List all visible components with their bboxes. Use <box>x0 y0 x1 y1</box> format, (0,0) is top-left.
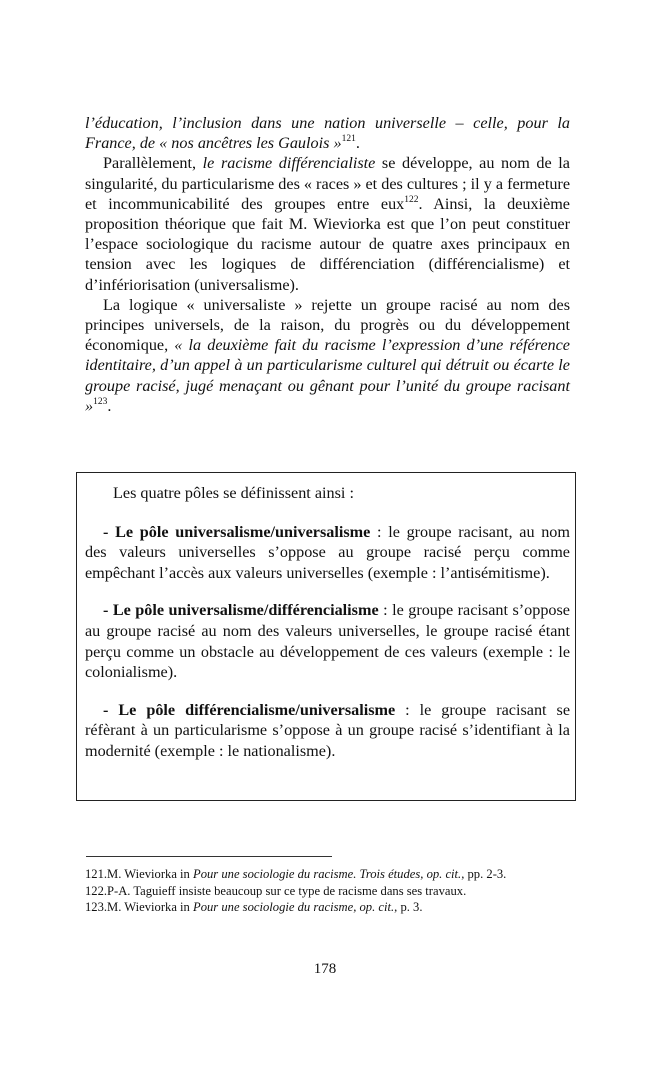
footnote-reference: 122 <box>404 194 419 205</box>
pole-heading: - Le pôle universalisme/universalisme <box>103 522 371 541</box>
footnote-text <box>107 884 466 898</box>
text-run: M. Wieviorka in <box>107 867 194 881</box>
poles-intro: Les quatre pôles se définissent ainsi : <box>113 484 354 502</box>
footnotes <box>85 866 570 916</box>
poles-box-content <box>85 483 570 779</box>
text-run: . <box>355 134 360 153</box>
footnote-reference: 123 <box>93 396 108 407</box>
pole-description: : le groupe racisant, au nom des valeurs universelles s’oppose au groupe racisé perçu comme empêchant l’accès aux valeurs universelles (exemple : l’antisémitisme). <box>85 522 570 582</box>
italic-run: « la deuxième fait du racisme l’expression d’une référence identitaire, d’un appel à un particularisme culturel qui détruit ou écarte le groupe racisé, jugé menaçant ou gênant pour l’unité du groupe racisant » <box>85 336 570 415</box>
poles-box <box>76 472 576 801</box>
text-run: M. Wieviorka in <box>107 900 194 914</box>
paragraph-continuation <box>85 113 570 153</box>
pole-description: : le groupe racisant se réfèrant à un particularisme s’oppose à un groupe racisé s’identifiant à la modernité (exemple : le nationalisme). <box>85 700 570 760</box>
text-run: . <box>107 396 112 415</box>
pole-description: : le groupe racisant s’oppose au groupe racisé au nom des valeurs universelles, le groupe racisé étant perçu comme un obstacle au développement de ces valeurs (exemple : le colonialisme). <box>85 601 570 682</box>
paragraph-universaliste <box>85 295 570 416</box>
footnote-number: 121. <box>85 867 108 881</box>
text-run: Parallèlement, <box>103 154 203 173</box>
italic-run: le racisme différencialiste <box>202 154 376 173</box>
footnote-121 <box>85 866 570 883</box>
footnote-123 <box>85 899 570 916</box>
text-run: La logique « universaliste » rejette un groupe racisé au nom des principes universels, de la raison, du progrès ou du développement économique, <box>85 295 570 355</box>
pole-heading: - Le pôle universalisme/différencialisme <box>103 601 379 620</box>
pole-item <box>85 600 570 682</box>
text-run: , pp. 2-3. <box>461 867 507 881</box>
main-text <box>85 113 570 416</box>
text-run: . Ainsi, la deuxième proposition théorique que fait M. Wieviorka est que l’on peut constituer l’espace sociologique du racisme autour de quatre axes principaux en tension avec les logiques de différenciation (différencialisme) et d’infériorisation (universalisme). <box>85 194 570 294</box>
footnote-number: 122. <box>85 883 108 898</box>
footnote-text <box>107 867 506 881</box>
text-run: se développe, au nom de la singularité, du particularisme des « races » et des cultures ; il y a fermeture et incommunicabilité des groupes entre eux <box>85 154 571 213</box>
page-number: 178 <box>313 961 337 977</box>
text-run: , p. 3. <box>394 900 423 914</box>
italic-run: Pour une sociologie du racisme. Trois études, op. cit. <box>193 867 462 881</box>
pole-item <box>85 700 570 762</box>
footnote-122 <box>85 883 570 900</box>
pole-heading: - Le pôle différencialisme/universalisme <box>103 700 396 719</box>
italic-run: Pour une sociologie du racisme, op. cit. <box>193 900 395 914</box>
footnote-separator <box>86 856 332 857</box>
footnote-reference: 121 <box>341 134 356 145</box>
italic-run: l’éducation, l’inclusion dans une nation universelle – celle, pour la France, de « nos ancêtres les Gaulois » <box>85 114 570 153</box>
footnote-text <box>107 900 422 914</box>
paragraph-differencialiste <box>85 153 570 294</box>
text-run: P-A. Taguieff insiste beaucoup sur ce type de racisme dans ses travaux. <box>107 883 467 898</box>
pole-item <box>85 522 570 584</box>
footnote-number: 123. <box>85 900 108 914</box>
